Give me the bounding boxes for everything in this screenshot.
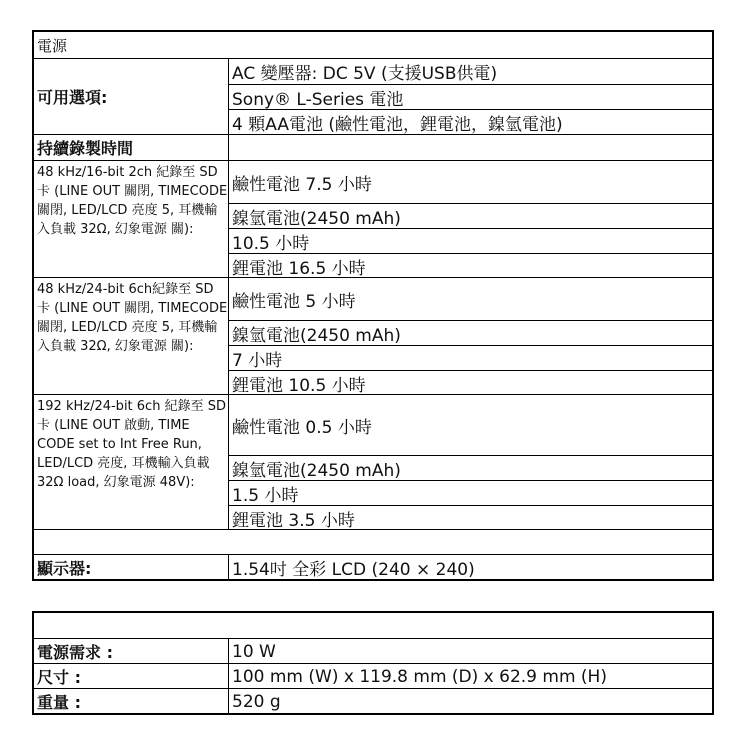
recording-time-label-cell — [34, 135, 229, 160]
power-row — [34, 32, 712, 58]
battery-time: 鎳氫電池(2450 mAh) — [232, 325, 401, 346]
power-req-value: 10 W — [232, 641, 276, 662]
option-item: 4 顆AA電池 (鹼性電池，鋰電池，鎳氫電池) — [232, 114, 563, 135]
battery-time: 鋰電池 3.5 小時 — [232, 510, 355, 531]
battery-time: 鎳氫電池(2450 mAh) — [232, 460, 401, 481]
battery-time: 鹼性電池 5 小時 — [232, 291, 356, 312]
condition-text: 48 kHz/16-bit 2ch 紀錄至 SD 卡 (LINE OUT 關閉, TIMECODE 關閉, LED/LCD 亮度 5, 耳機輸入負載 32Ω, 幻象電源 關): — [37, 165, 228, 237]
weight-value: 520 g — [232, 691, 281, 712]
option-item: Sony® L-Series 電池 — [232, 89, 404, 110]
weight-row — [34, 688, 712, 713]
condition-description — [34, 161, 229, 277]
weight-label: 重量 : — [37, 692, 81, 712]
condition-times — [229, 278, 712, 394]
dimensions-label-cell — [34, 664, 229, 688]
options-label-cell — [34, 59, 229, 134]
table2-header-row — [34, 613, 712, 638]
battery-time: 鋰電池 10.5 小時 — [232, 375, 366, 396]
spec-table — [32, 30, 714, 581]
display-label-cell — [34, 555, 229, 579]
battery-time: 7 小時 — [232, 350, 283, 371]
display-value-cell — [229, 555, 712, 579]
condition-description — [34, 278, 229, 394]
spacer-row — [34, 529, 712, 554]
battery-time: 鹼性電池 7.5 小時 — [232, 174, 372, 195]
dimensions-label: 尺寸 : — [37, 667, 81, 687]
condition-text: 192 kHz/24-bit 6ch 紀錄至 SD 卡 (LINE OUT 啟動, TIME CODE set to Int Free Run, LED/LCD 亮度, 耳機輸入負載32Ω load, 幻象電源 48V): — [37, 399, 226, 490]
condition-times — [229, 395, 712, 529]
condition-text: 48 kHz/24-bit 6ch紀錄至 SD 卡 (LINE OUT 關閉, TIMECODE 關閉, LED/LCD 亮度 5, 耳機輸入負載 32Ω, 幻象電源 關): — [37, 282, 228, 354]
condition-row-1 — [34, 160, 712, 277]
options-label: 可用選項: — [37, 88, 108, 107]
power-req-label-cell — [34, 639, 229, 663]
weight-label-cell — [34, 689, 229, 713]
battery-time: 鹼性電池 0.5 小時 — [232, 417, 372, 438]
options-values — [229, 59, 712, 134]
battery-time: 10.5 小時 — [232, 233, 310, 254]
options-row — [34, 58, 712, 134]
option-item: AC 變壓器: DC 5V (支援USB供電) — [232, 64, 498, 84]
condition-times — [229, 161, 712, 277]
recording-time-label: 持續錄製時間 — [37, 139, 134, 158]
power-req-row — [34, 638, 712, 663]
display-value: 1.54吋 全彩 LCD (240 × 240) — [232, 560, 475, 580]
spec-table-2 — [32, 611, 714, 715]
battery-time: 鋰電池 16.5 小時 — [232, 258, 366, 279]
display-row — [34, 554, 712, 579]
power-label: 電源 — [37, 36, 68, 55]
recording-time-row — [34, 134, 712, 160]
dimensions-value: 100 mm (W) x 119.8 mm (D) x 62.9 mm (H) — [232, 666, 607, 687]
battery-time: 1.5 小時 — [232, 485, 299, 506]
condition-row-3 — [34, 394, 712, 529]
condition-row-2 — [34, 277, 712, 394]
display-label: 顯示器: — [37, 558, 92, 578]
battery-time: 鎳氫電池(2450 mAh) — [232, 208, 401, 229]
power-req-label: 電源需求 : — [37, 642, 113, 662]
dimensions-row — [34, 663, 712, 688]
condition-description — [34, 395, 229, 529]
